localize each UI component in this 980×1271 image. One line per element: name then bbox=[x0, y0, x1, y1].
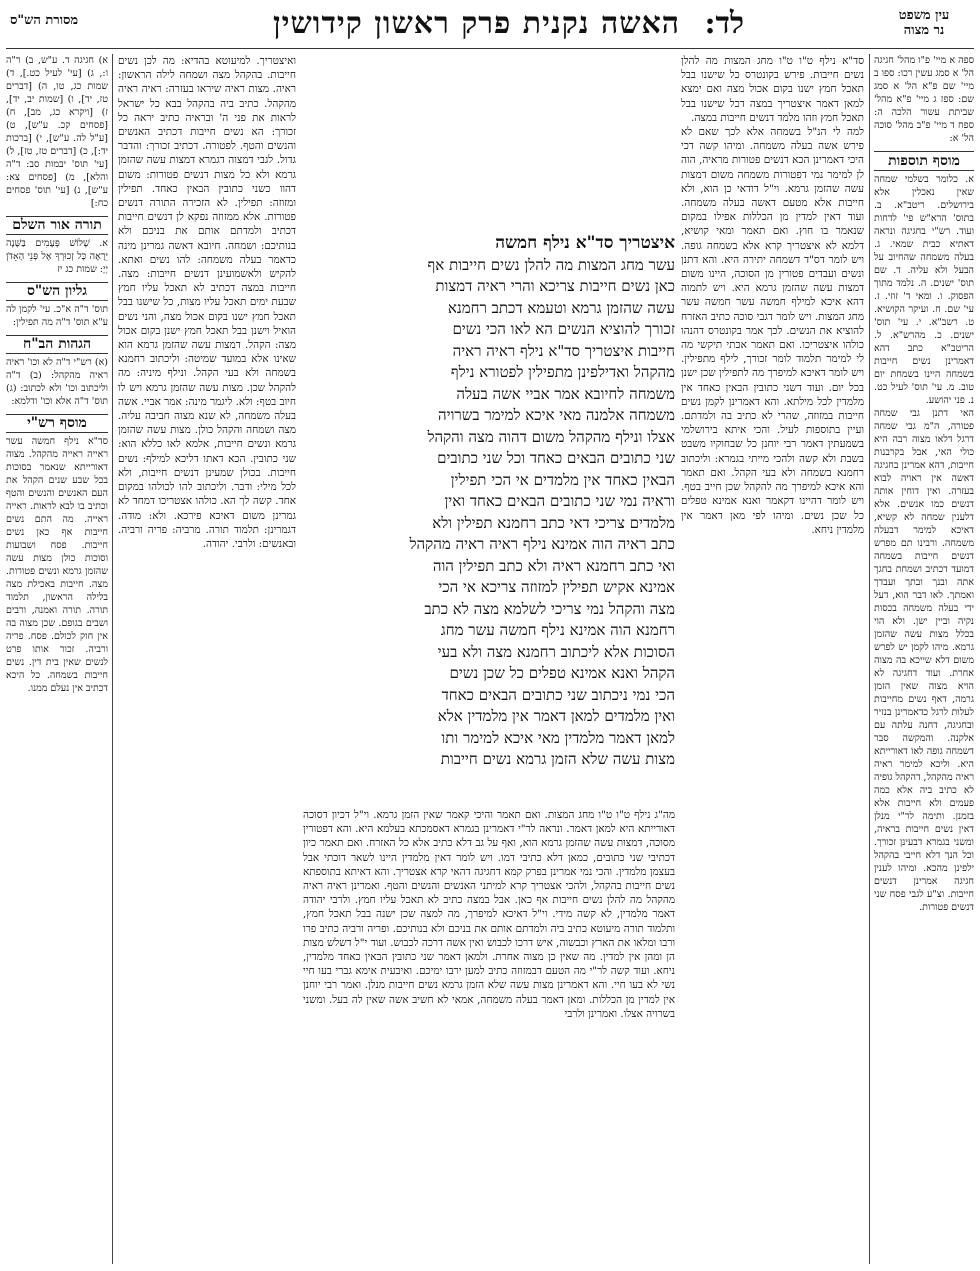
gemara-line: וראיה נמי שני כתובים הבאים כאחד ואין bbox=[444, 492, 675, 510]
gemara-line: מצה והקהל נמי צריכי לשלמא מצה לא כתב bbox=[424, 599, 675, 618]
tosafot-intro: סד"א נילף ט"ו ט"ו מחג המצות מה להלן נשים חייבות. פירש בקונטרס כל שישנו בבל תאכל חמץ ישנו בקום אכול מצה ואם ימצא למאן דאמר איצטריך במצה דכל שישנו בבל תאכל חמץ וזהו מלמד דנשים חייבות במצה. bbox=[681, 55, 864, 124]
gemara-line: שני כתובים הבאים כאחד וכל שני כתובים bbox=[437, 449, 675, 467]
gemara-line: אצלו ונילף מהקהל משום דהוה מצה והקהל bbox=[427, 427, 675, 446]
gemara-line: משמחה לחיובא אמר אביי אשה בעלה bbox=[456, 384, 675, 403]
ein-mishpat-text: ספה א מיי' פ"ו מהל' חגיגה הל' א סמג עשין רכו: ספו ב מיי' שם פ"א הל' א סמג שם: ספז ג מיי' פ"א מהל' שביתת עשור הלכה ה: ספח ד מיי' פ"ב מהל' סוכה הל' א: bbox=[874, 55, 974, 144]
bottom-commentary bbox=[303, 808, 675, 1258]
gemara-line: הבאין כאחד אין מלמדים אי הכי תפילין bbox=[450, 470, 675, 489]
gemara-line: עשה שהזמן גרמא וטעמא דכתב רחמנא bbox=[447, 298, 675, 317]
bottom-commentary-text: מה"ג נילף ט"ו ט"ו מחג המצות. ואם תאמר והיכי קאמר שאין הזמן גרמא. וי"ל דכיון דסוכה דאורייתא היא למאן דאמר. ונראה לר"י דאמרינן בגמרא דאסמכתא בעלמא היא. והא דפטורין מסוכה, דמצות עשה שהזמן גרמא הוא, ואף על גב דלא כתיב אלא כל האזרח. ואם תאמר כיון דכתיבי שני כתובים, כמאן דלא כתיבי דמו. ויש לומר דאין מלמדין היינו לשאר דוכתי אבל בעצמן מלמדין. והכי נמי אמרינן בפרק קמא דחגיגה דהאי קרא אצטריך. והא דאיתא בתוספתא נשים חייבות בהקהל, ולהכי אצטריך קרא למיתני האנשים והנשים והטף. ואמרינן ראיה ראיה מהקהל מה להלן נשים חייבות אף כאן. אבל במצה כתיב לא תאכל עליו חמץ. ולרבי יהודה דאמר מלמדין, לא קשה מידי. וי"ל דאיכא למיפרך, מה למצה שכן ישנה בבל תאכל חמץ, ותלמוד תורה מיעוטא כתיב ביה ולמדתם אותם את בניכם ולא בנותיכם. ופריה ורביה כתיב פרו ורבו ומלאו את הארץ וכבשוה, איש דרכו לכבוש ואין אשה דרכה לכבוש. ועוד י"ל דשלש מצות הן ומהן אין למדין. מה שאין כן מצוה אחרת. ולמאן דאמר שני כתובין הבאין כאחד מלמדין, ניחא. ועוד קשה לר"י מה הטעם דבמזוזה כתיב למען ירבו ימיכם. ואיבעית אימא גברי בעו חיי נשי לא בעו חיי. והא דאמרינן מצות עשה שלא הזמן גרמא נשים חייבות מנלן. ואמר רבי יוחנן אין למדין מן הכללות. ומאן דאמר בעלה משמחה, אמאי לא חשיב אשה שאין לה בעל. ומשני בשרויה אצלו. ואמרינן ולרבי bbox=[303, 809, 675, 1020]
gemara-line: הסוכות אלא ליכתוב רחמנא מצה ולא בעי bbox=[437, 642, 675, 661]
gemara-line: איצטריך סד"א נילף חמשה bbox=[495, 233, 675, 253]
gemara-line: חייבות איצטריך סד"א נילף ראיה ראיה bbox=[452, 341, 675, 360]
rashi-column bbox=[118, 54, 296, 1264]
gemara-line: מהקהל ואדילפינן מתפילין לפטורא נילף bbox=[450, 363, 675, 381]
ein-mishpat-heading: עין משפט נר מצוה bbox=[898, 8, 950, 38]
mosaf-tosafot-text: א. כלומר בשלמי שמחה שאין נאכלין אלא בירושלים. ריטב"א. ב. בתוס' הרא"ש פי' לדחות ועוד. רש"י בחגיגה ונראה דאתיא כבית שמאי. ג. בעלה משמחה שהחיוב על הבעל ולא עליה. ד. שם תוס' ישנים. ה. נלמד מתוך הפסוק. ו. ומאי ד' זוזי. ז. עי' שם. ח. ועיקר הקושיא. ט. רשב"א. י. עי' תוס' ישנים. כ. מהרש"א. ל. הריטב"א כתב דהא דאמרינן נשים חייבות בשמחה היינו בשמחת יום טוב. מ. עי' תוס' לעיל כט. נ. פני יהושע. bbox=[874, 174, 974, 407]
gemara-line: ואין מלמדים למאן דאמר אין מלמדין אלא bbox=[437, 707, 675, 725]
gemara-line: משמחה אלמנה מאי איכא למימר בשרויה bbox=[438, 406, 675, 424]
page-header bbox=[0, 6, 980, 48]
gemara-line: אמינא אקיש תפילין למזוזה צריכא אי הכי bbox=[438, 578, 675, 596]
gemara-line: עשר מחג המצות מה להלן נשים חייבות אף bbox=[427, 255, 675, 274]
tosafot-continued-text: האי דתנן גבי שמחה פטורה, ה"מ גבי שמחה דרגל דלאו מצוה רבה היא כולי האי, אבל בקרבנות חייבות, דהא אמרינן בחגיגה דאשה אין ראויה לבוא בעזרה. ואין דוחין אותה דנשים כמו אנשים. אלא דלענין שמחה לא קשיא, דאיכא למימר דבעלה משמחה. ורבינו תם מפרש דנשים חייבות בשמחה דמועד דכתיב ושמחת בחגך אתה ובנך ובתך ועבדך ואמתך. לאו דבר הוא, דעל ידי בעלה משמחה בכסות נקיה וביין ישן. ולא הוי בכלל מצות עשה שהזמן גרמא. מיהו לקמן יש לפרש משום דלא שייכא בה מצוה אחרת. ועוד דחגיגה לא הויא מצוה שאין הזמן גרמה, דאף נשים מחייבות לעלות לרגל כדאמרינן בנזיר ובחגיגה, דחנה עלתה עם אלקנה. והמקשה סבר דשמחה גופה לאו דאורייתא היא. וליכא למימר ראיה ראיה מהקהל, דהקהל גופיה לא כתיב ביה אלא כמה פעמים ולא חייבות אלא בזמנן. ותימה לר"י מנלן דאין נשים חייבות בראיה, ומשני בגמרא דבעינן זכורך. וכל הנך דלא חייבי בהקהל ילפינן מהכא. ומיהו לענין חגיגה אמרינן דנשים חייבות. וצ"ע לגבי פסח שני דנשים פטורות. bbox=[874, 408, 974, 914]
gemara-line: מלמדים צריכי דאי כתב רחמנא תפילין ולא bbox=[432, 513, 675, 532]
mesoret-heading: מסורת הש"ס bbox=[10, 13, 79, 28]
header-divider bbox=[6, 48, 974, 49]
gemara-text-block bbox=[303, 233, 675, 803]
tosafot-column bbox=[681, 54, 864, 1264]
gemara-line: כתב ראיה הוה אמינא נילף ראיה ראיה מהקהל bbox=[409, 535, 675, 553]
gemara-line: למאן דאמר מלמדין מאי איכא למימר ותו bbox=[441, 728, 675, 747]
gemara-line: מצות עשה שלא הזמן גרמא נשים חייבות bbox=[440, 750, 675, 768]
gemara-line: הכי נמי ניכתוב שני כתובים הבאים כאחד bbox=[441, 685, 675, 704]
gemara-line: זכורך להוציא הנשים הא לאו הכי נשים bbox=[452, 320, 675, 338]
gilyon-title: גליון הש"ס bbox=[6, 282, 108, 301]
mosaf-tosafot-title: מוסף תוספות bbox=[874, 151, 974, 171]
torah-or-title: תורה אור השלם bbox=[6, 216, 108, 235]
divider-left-1 bbox=[112, 54, 113, 1264]
gemara-line: ואי כתב רחמנא ראיה ולא כתב תפילין הוה bbox=[432, 556, 675, 575]
rashi-text: ואיצטריך. למיעוטא בהדיא: מה לכן נשים חייבות. בהקהל מצה ושמחה לילה הראשון: ראיה. מצות ראיה שיראו בעזרה: ראיה ראיה מהקהל. כתיב ביה בהקהל בבא כל ישראל לראות את פני ה' ובראיה כתיב יראה כל זכורך: הא נשים חייבות דכתיב האנשים והנשים והטף. לפטורה. דכתיב זכורך: והדבר גדול. לגבי דמצוה דגמרא דמצות עשה שהזמן גרמא ולא כל מצות דנשים פטורות: משום דהוו כשני כתובין הבאין כאחד. תפילין ומזוזה: תפילין. לא הזכירה התורה דנשים פטורות. אלא ממזוזה נפקא לן דנשים חייבות דכתיב ולמדתם אותם את בניכם ולא בנותיכם: ושמחה. חיובא דאשה גמרינן מינה כדאמר בעלה משמחה: להו נשים ואתא. להקיש ולאשמועינן דנשים חייבות: מצה. חייבות במצה דכתיב לא תאכל עליו חמץ שבעת ימים תאכל עליו מצות, כל שישנו בבל תאכל חמץ ישנו בקום אכול מצה, והני נשים הואיל וישנן בבל תאכל חמץ ישנן בקום אכול מצה: הקהל. דמצות עשה שהזמן גרמא הוא שאינו אלא במועד שמיטה: וליכתוב רחמנא בשמחה ולא בעי הקהל. ונילף מיניה: מה להקהל שכן. מצות עשה שהזמן גרמא ויש לו חיוב בטף: ולא. ליגמר מינה: אמר אביי. אשה בעלה משמחה, לא שנא מצוה חביבה עליה. מצה ושמחה והקהל כולן. מצות עשה שהזמן גרמא ונשים חייבות, אלמא לאו כללא הוא: שני כתובין. הכא דאתו דליכא למילף: נשים חייבות. בכולן שמעינן דנשים חייבות, ולא לכל מילי: ודבר. וליכתוב להו לכולהו במקום אחד. קשה לך הא. כולהו אצטריכו דמחד לא גמרינן משום דאיכא פירכא. ולא: מודה. דגמרינן: תלמוד תורה. מרביה: פריה ורביה. ובאנשים: ולרבי. יהודה. bbox=[118, 55, 296, 550]
mesoret-text: א) חגיגה ד. ע"ש, ב) ר"ה ו:, ג) [עי' לעיל כט.], ד) שמות כג, טו, ה) [דברים טז, יד], ו) [שמות יב, יד], ז) [ויקרא כג, מב], ח) [פסחים קכ. ע"ש], ט) [ע"ל לה. ע"ש], י) [ברכות יד:], כ) [דברים טז, טז], ל) [עי' תוס' יבמות סב: ד"ה והלא], מ) [פסחים צא: ע"ש], נ) [עי' תוס' פסחים כח:] bbox=[6, 55, 108, 209]
mosaf-rashi-text: סד"א נילף חמשה עשר ראייה ראייה מהקהל. מצוה דאורייתא שנאמר בסוכות בכל שבע שנים הקהל את העם האנשים והנשים והטף וכתיב בו לבא לראות. ראייה ראייה. מה התם נשים חייבות אף כאן נשים חייבות. פסח ושבועות וסוכות כולן מצות עשה שהזמן גרמא ונשים פטורות. מצה. חייבות באכילת מצה בלילה הראשון, תלמוד תורה. תורה ואמנה, ורבים ושבים בגופם. שכן מצוה בה אין חוק לכולם. פסח. פריה ורביה. זכור אותו פרט לנשים שאין בית דין. נשים חייבות בשמחה. כל היכא דכתיב אין נעלם ממנו. bbox=[6, 436, 108, 694]
tosafot-text: למה לי הנ"ל בשמחה אלא לכך שאם לא פירש אשה בעלה משמחה. ומיהו קשה דכי היכי דאמרינן הכא דנשים פטורות מראיה, הוה לן למימר נמי דפטורות משמחה משום דמצות עשה שהזמן גרמא. וי"ל דודאי כן הוא, ולא חייבות אלא מטעם דאשה בעלה משמחה. ועוד דאין למדין מן הכללות אפילו במקום שנאמר בו חוץ. ואם תאמר ומאי קושיא, דלמא לא איצטריך קרא אלא בשמחה גופה. ויש לומר דס"ד דשמחה יתירה היא. והא דתנן ונשים ועבדים פטורין מן הסוכה, היינו משום דמצות עשה שהזמן גרמא היא. ויש לתמוה דהא איכא למילף חמשה עשר חמשה עשר מחג המצות. ויש לומר דגבי סוכה כתיב האזרח להוציא את הנשים. לכך אמר בקונטרס דהנהו כולהו איצטריכו. ואם תאמר אכתי תיקשי מה לי למימר תלמוד לומר זכורך, לילף מתפילין. ויש לומר דאיכא למיפרך מה לתפילין שכן ישנן בכל יום. ועוד דשני כתובין הבאין כאחד אין מלמדין לכל מילתא. והא דאמרינן לקמן נשים חייבות במזוזה, שהרי לא כתיב בה ולמדתם. ועיין בתוספות לעיל. והכי איתא בירושלמי בשמעתין דאמר רבי יוחנן כל שבחוקיו משבט בשבת ולא קשה ולהכי מייתי בגמרא: וליכתוב רחמנא בשמחה ולא בעי הקהל. ואם תאמר והא איכא למיפרך מה להקהל שכן חייב בטף. ויש לומר דהיינו דקאמר ואנא אמינא טפלים כל שכן נשים. ומיהו לפי מאן דאמר אין מלמדין ניחא. bbox=[681, 126, 864, 536]
gemara-line: רחמנא הוה אמינא נילף חמשה עשר מחג bbox=[440, 621, 675, 639]
gilyon-text: תוס' ד"ה א"כ. עי' לקמן לה ע"א תוס' ד"ה מה תפילין: bbox=[6, 304, 108, 328]
gemara-line: כאן נשים חייבות צריכא והרי ראיה דמצות bbox=[435, 277, 675, 295]
daf-number: לד: bbox=[704, 6, 744, 41]
hagahot-text: (א) רש"י ד"ה לא וכו' ראיה ראיה מהקהל: (ב) ד"ה וליכתוב וכו' ולא לכתוב: (ג) תוס' ד"ה אלא וכו' ודלמא: bbox=[6, 357, 108, 407]
divider-right-1 bbox=[869, 54, 870, 1264]
left-margin-column bbox=[6, 54, 108, 1264]
gemara-line: הקהל ואנא אמינא טפלים כל שכן נשים bbox=[449, 664, 675, 682]
hagahot-title: הגהות הב"ח bbox=[6, 335, 108, 354]
page-title: האשה נקנית פרק ראשון קידושין bbox=[273, 6, 680, 41]
ein-mishpat-column bbox=[874, 54, 974, 1254]
mosaf-rashi-title: מוסף רש"י bbox=[6, 414, 108, 433]
torah-or-text: א. שָׁלוֹשׁ פְּעָמִים בַּשָּׁנָה יֵרָאֶה כָּל זְכוּרְךָ אֶל פְּנֵי הָאָדֹן יְיָ: שמות כג יז bbox=[6, 238, 108, 275]
